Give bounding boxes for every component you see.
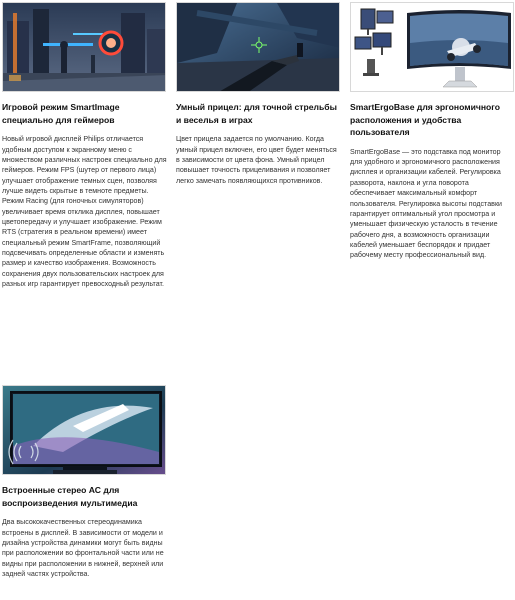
feature-card-smart-crosshair bbox=[176, 2, 342, 186]
card-title: Игровой режим SmartImage специально для геймеров bbox=[2, 102, 120, 125]
ergonomic-stand-image bbox=[350, 2, 514, 92]
card-title: Умный прицел: для точной стрельбы и веселья в играх bbox=[176, 102, 337, 125]
gaming-city-image bbox=[2, 2, 166, 92]
feature-card-smartergobase bbox=[350, 2, 515, 261]
card-text: SmartErgoBase — это подставка под монитор для удобного и эргономичного расположения дисплея и организации кабелей. Регулировка разворота, наклона и угла поворота обеспечивает максимальный комфорт пользователя. Регулировка высоты подставки гарантирует оптимальный угол просмотра и уменьшает физическую усталость в течение рабочего дня, а возможность организации кабелей уменьшает беспорядок и придает рабочему месту профессиональный вид. bbox=[350, 147, 503, 260]
card-text: Цвет прицела задается по умолчанию. Когда умный прицел включен, его цвет будет меняться в зависимости от цвета фона. Умный прицел повышает точность прицеливания и позволяет легко замечать появляющихся противников. bbox=[176, 135, 337, 185]
feature-card-stereo-speakers bbox=[2, 385, 168, 579]
card-text: Два высококачественных стереодинамика встроены в дисплей. В зависимости от модели и дизайна устройства динамики могут быть видны при расположении во фронтальной части или не видны при расположении в нижней, верхней или задней частях устройства. bbox=[2, 518, 164, 578]
crosshair-shooter-image bbox=[176, 2, 340, 92]
card-title: SmartErgoBase для эргономичного расположения и удобства пользователя bbox=[350, 102, 501, 138]
stereo-speakers-image bbox=[2, 385, 166, 475]
card-title: Встроенные стерео АС для воспроизведения мультимедиа bbox=[2, 485, 138, 508]
card-text: Новый игровой дисплей Philips отличается удобным доступом к экранному меню с множеством различных настроек специально для геймеров. Режим FPS (шутер от первого лица) улучшает отображение темных сцен, позволяя лучше видеть скрытые в темноте предметы. Режим Racing (для гоночных симуляторов) увеличивает время отклика дисплея, повышает цветопередачу и улучшает изображение. Режим RTS (стратегия в реальном времени) имеет специальный режим SmartFrame, позволяющий подсвечивать определенные области и изменять размер и качество изображения. Возможность сохранения двух пользовательских настроек для разных игр гарантирует превосходный результат. bbox=[2, 135, 167, 288]
feature-card-smartimage-game bbox=[2, 2, 168, 289]
